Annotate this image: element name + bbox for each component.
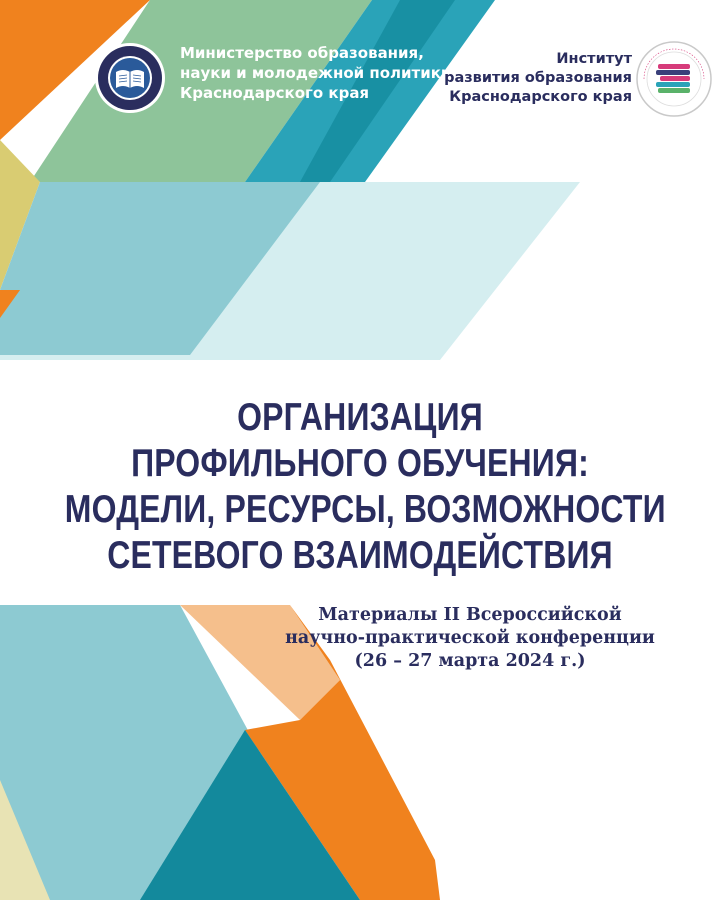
- ministry-name: [180, 43, 451, 103]
- ministry-name-line: Министерство образования,: [180, 44, 424, 62]
- subtitle-line: Материалы II Всероссийской: [318, 605, 622, 625]
- title-line: ОРГАНИЗАЦИЯ: [237, 396, 483, 439]
- subtitle-line: научно-практической конференции: [285, 628, 655, 648]
- institute-name-line: Краснодарского края: [449, 89, 632, 105]
- conference-title: [0, 395, 720, 579]
- institute-books-logo-icon: [634, 40, 714, 118]
- ministry-name-line: Краснодарского края: [180, 84, 370, 102]
- ministry-emblem-icon: [94, 42, 166, 114]
- title-line: ПРОФИЛЬНОГО ОБУЧЕНИЯ:: [131, 442, 589, 485]
- subtitle-line: (26 – 27 марта 2024 г.): [354, 651, 586, 671]
- ministry-name-line: науки и молодежной политики: [180, 64, 452, 82]
- title-line: СЕТЕВОГО ВЗАИМОДЕЙСТВИЯ: [107, 534, 613, 577]
- institute-name-line: развития образования: [444, 70, 632, 86]
- institute-name: [444, 50, 632, 107]
- conference-subtitle: [250, 604, 690, 673]
- title-line: МОДЕЛИ, РЕСУРСЫ, ВОЗМОЖНОСТИ: [64, 488, 666, 531]
- institute-name-line: Институт: [556, 51, 632, 67]
